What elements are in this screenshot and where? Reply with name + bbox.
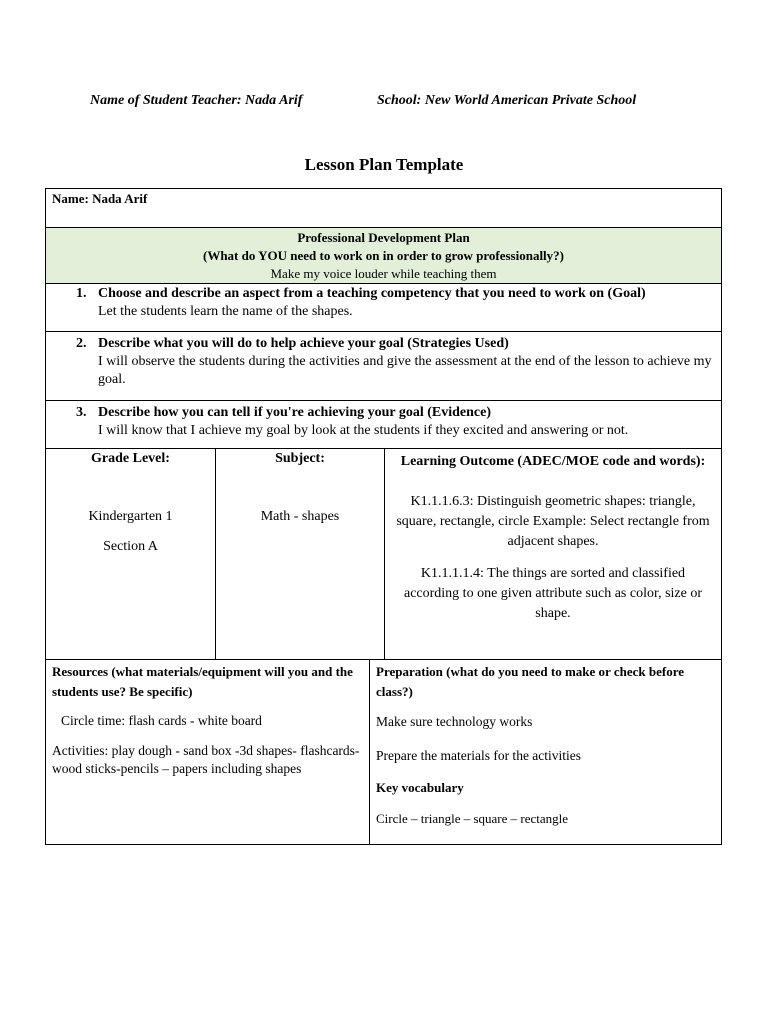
key-vocabulary-list: Circle – triangle – square – rectangle (376, 811, 569, 826)
resources-cell (46, 660, 369, 845)
section-value: Section A (103, 539, 158, 554)
strategies-question (46, 331, 721, 400)
learning-outcome-label: Learning Outcome (ADEC/MOE code and words): (400, 454, 706, 469)
grade-subject-outcome-row (46, 448, 721, 659)
resources-heading: Resources (what materials/equipment will you and the students use? Be specific) (52, 664, 353, 699)
subject-label: Subject: (275, 451, 325, 466)
lesson-plan-table (45, 188, 722, 845)
learning-outcome-cell (384, 449, 721, 660)
question-heading: Choose and describe an aspect from a teaching competency that you need to work on (Goal) (98, 286, 646, 301)
professional-development-plan (46, 227, 721, 283)
learning-outcome-1: K1.1.1.6.3: Distinguish geometric shapes: triangle, square, rectangle, circle Example: Select rectangle from adjacent shapes. (396, 494, 710, 549)
subject-value: Math - shapes (260, 509, 340, 524)
pdp-note: Make my voice louder while teaching them (270, 266, 497, 281)
question-heading: Describe how you can tell if you're achieving your goal (Evidence) (98, 405, 492, 420)
resources-preparation-row (46, 659, 721, 844)
key-vocabulary-label: Key vocabulary (376, 780, 464, 795)
preparation-heading: Preparation (what do you need to make or check before class?) (376, 664, 685, 699)
question-number: 1. (76, 286, 87, 301)
resources-circle-time: Circle time: flash cards - white board (61, 713, 262, 728)
question-number: 2. (76, 336, 87, 351)
pdp-subtitle: (What do YOU need to work on in order to grow professionally?) (203, 248, 564, 263)
question-number: 3. (76, 405, 87, 420)
page-title: Lesson Plan Template (304, 155, 464, 174)
evidence-question (46, 400, 721, 448)
student-teacher-name: Name of Student Teacher: Nada Arif (90, 93, 303, 108)
resources-activities: Activities: play dough - sand box -3d shapes- flashcards-wood sticks-pencils – papers including shapes (52, 743, 360, 776)
school-name: School: New World American Private School (377, 93, 637, 108)
question-answer: I will observe the students during the activities and give the assessment at the end of the lesson to achieve my goal. (98, 354, 712, 387)
subject-cell (215, 449, 384, 660)
question-answer: Let the students learn the name of the shapes. (98, 304, 353, 319)
name-row: Name: Nada Arif (52, 191, 148, 206)
grade-value: Kindergarten 1 (88, 509, 173, 524)
grade-cell (46, 449, 215, 660)
question-answer: I will know that I achieve my goal by look at the students if they excited and answering or not. (98, 423, 629, 438)
pdp-title: Professional Development Plan (297, 230, 470, 245)
question-heading: Describe what you will do to help achieve your goal (Strategies Used) (98, 336, 509, 351)
preparation-item-2: Prepare the materials for the activities (376, 748, 582, 763)
learning-outcome-2: K1.1.1.1.4: The things are sorted and classified according to one given attribute such as color, size or shape. (403, 566, 702, 621)
preparation-item-1: Make sure technology works (376, 714, 533, 729)
goal-question (46, 283, 721, 331)
preparation-cell (369, 660, 721, 845)
grade-label: Grade Level: (91, 451, 170, 466)
